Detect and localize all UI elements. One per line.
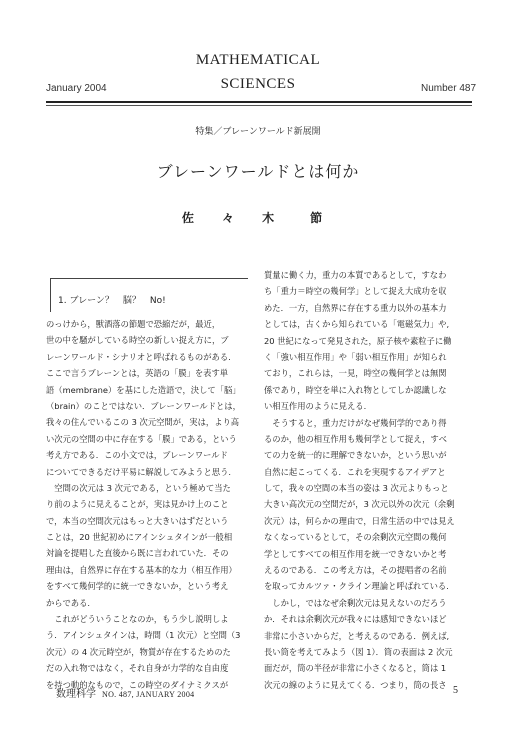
paragraph-line: だの入れ物ではなく，それ自身が力学的な自由度 [46,663,229,674]
paragraph-line: して，我々の空間の本当の姿は 3 次元よりもっと [264,483,449,494]
section-heading: 1. ブレーン？ 脳？ No! [58,296,166,306]
paragraph-line: 対論を提唱した直後から既に言われていた．その [46,548,229,559]
paragraph-line: 我々の住んでいるこの 3 次元空間が，実は，より高 [46,417,240,428]
paragraph-line: からである. [46,597,91,608]
paragraph-line: めた．一方，自然界に存在する重力以外の基本力 [264,302,447,313]
paragraph-line: ここで言うブレーンとは，英語の「膜」を表す単 [46,368,229,379]
paragraph-line: 次元の線のように見えてくる．つまり，筒の長さ [264,679,447,690]
header-rule-thin [46,105,472,106]
paragraph-line: についてできるだけ平易に解説してみようと思う. [46,466,232,477]
paragraph-line: 係であり，時空を単に入れ物としてしか認識しな [264,384,447,395]
paragraph-line: ち「重力＝時空の幾何学」として捉え大成功を収 [264,286,447,297]
paragraph-line: 自然に起こってくる．これを実現するアイデアと [264,466,446,477]
magazine-title-line2: SCIENCES [220,76,296,92]
paragraph-line: そうすると，重力だけがなぜ幾何学的であり得 [264,417,447,428]
paragraph-line: なくなっているとして，その余剰次元空間の幾何 [264,532,447,543]
issue-number: Number 487 [421,83,477,94]
paragraph-line: り前のように見えることが，実は見かけ上のこと [46,499,229,510]
paragraph-line: い相互作用のように見える. [264,401,367,412]
paragraph-line: 次元）の 4 次元時空が，物質が存在するためのた [46,646,231,657]
paragraph-line: い次元の空間の中に存在する「膜」である，という [46,433,237,444]
paragraph-line: 非常に小さいからだ，と考えるのである．例えば, [264,630,450,641]
paragraph-line: 世の中を騒がしている時空の新しい捉え方に，ブ [46,335,229,346]
paragraph-line: 語（membrane）を基にした造語で，決して「脳」 [46,384,241,395]
footer-issue: NO. 487, JANUARY 2004 [102,690,195,699]
paragraph-line: 質量に働く力，重力の本質であるとして，すなわ [264,270,447,280]
paragraph-line: を取ってカルツァ・クライン理論と呼ばれている. [264,581,449,592]
article-title: ブレーンワールドとは何か [156,162,360,181]
page-number: 5 [453,685,458,696]
body-column-right [264,267,478,693]
body-column-left [46,316,260,693]
paragraph-line: ており，これらは，一見，時空の幾何学とは無関 [264,368,447,379]
paragraph-line: 空間の次元は 3 次元である，という極めて当た [46,482,231,493]
paragraph-line: るのか，他の相互作用も幾何学として捉え，すべ [264,433,447,444]
paragraph-line: ての力を統一的に理解できないか，という思いが [264,450,447,461]
journal-name: 数理科学 [56,689,96,700]
paragraph-line: これがどういうことなのか，もう少し説明しよ [46,614,229,625]
paragraph-line: としては，古くから知られている「電磁気力」や, [264,319,450,330]
footer-journal [56,685,194,700]
paragraph-line: う．アインシュタインは，時間（1 次元）と空間（3 [46,630,241,641]
magazine-title-line1: MATHEMATICAL [195,52,321,68]
paragraph-line: 学としてすべての相互作用を統一できないかと考 [264,548,447,559]
paragraph-line: か．それは余剰次元が我々には感知できないほど [264,614,447,625]
paragraph-line: レーンワールド・シナリオと呼ばれるものがある. [46,351,231,362]
issue-date: January 2004 [46,83,107,94]
paragraph-line: 次元）は，何らかの理由で，日常生活の中では見え [264,515,455,526]
paragraph-line: で，本当の空間次元はもっと大きいはずだという [46,515,229,526]
paragraph-line: く「強い相互作用」や「弱い相互作用」が知られ [264,351,447,362]
paragraph-line: （brain）のことではない．ブレーンワールドとは， [46,400,241,411]
paragraph-line: 長い筒を考えてみよう（図 1）．筒の表面は 2 次元 [264,646,453,657]
paragraph-line: ことは，20 世紀初めにアインシュタインが一般相 [46,532,233,543]
paragraph-line: えるのである．この考え方は，その提唱者の名前 [264,565,447,576]
paragraph-line: 理由は，自然界に存在する基本的な力（相互作用） [46,564,237,575]
paragraph-line: 大きい高次元の空間だが，3 次元以外の次元（余剰 [264,499,455,510]
paragraph-line: しかし，ではなぜ余剰次元は見えないのだろう [264,597,447,608]
paragraph-line: を持つ動的なもので，この時空のダイナミクスが [46,679,229,690]
header-rule-thick [46,101,472,103]
paragraph-line: 面だが，筒の半径が非常に小さくなると，筒は 1 [264,663,447,674]
paragraph-line: 20 世紀になって発見された，原子核や素粒子に働 [264,335,452,346]
paragraph-line: のっけから，獸酒落の節題で恐縮だが，最近， [46,319,221,329]
paragraph-line: 考え方である．この小文では，ブレーンワールド [46,450,228,461]
author-name: 佐 々 木 節 [181,211,335,225]
paragraph-line: をすべて幾何学的に統一できないか，という考え [46,581,229,592]
series-label: 特集／ブレーンワールド新展開 [195,127,321,137]
